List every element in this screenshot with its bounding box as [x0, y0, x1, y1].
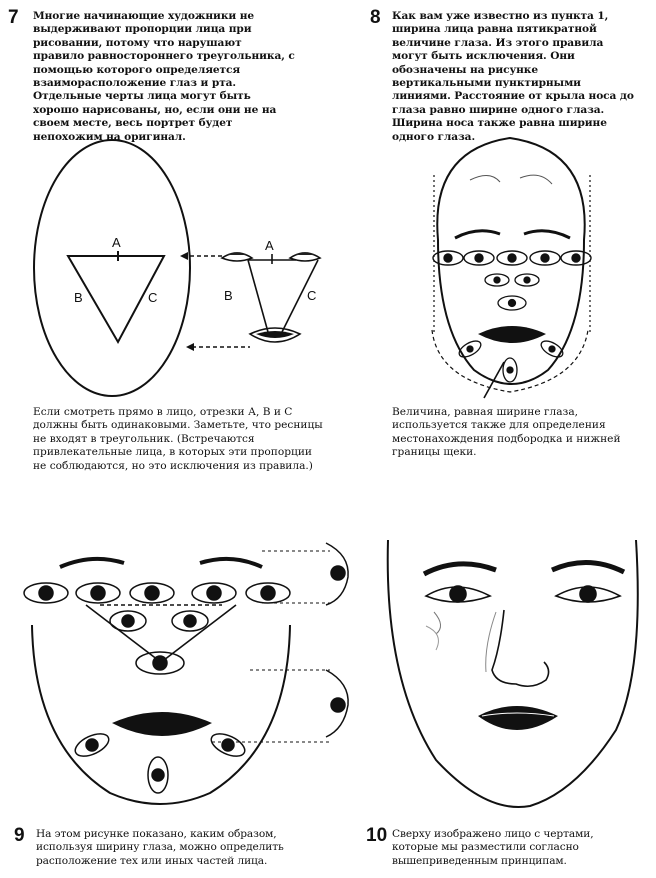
mouth-8	[478, 326, 546, 343]
eyebrow-left-10	[424, 564, 496, 574]
eye-row-9	[24, 583, 290, 674]
svg-text:B: B	[224, 288, 233, 303]
step-9-number: 9	[14, 825, 25, 846]
step-7-number: 7	[8, 7, 19, 28]
eye-row	[433, 251, 591, 265]
step-7-text: Многие начинающие художники не выдерживают пропорции лица при рисовании, потому что нарушают правило равностороннего треугольника, с помощью которого определяется взаиморасположение глаз и рта. Отдельные черты лица могут быть хорошо нарисованы, но, если они не на своем месте, весь портрет будет непохожим на оригинал.	[33, 10, 295, 143]
step-9-text: На этом рисунке показано, каким образом, используя ширину глаза, можно определить расположение тех или иных частей лица.	[36, 828, 284, 867]
mouth-9	[112, 712, 212, 736]
mouth-10	[478, 706, 558, 730]
step-8-text: Как вам уже известно из пункта 1, ширина лица равна пятикратной величине глаза. Из этого правила могут быть исключения. Они обозначены на рисунке вертикальными пунктирными линиями. Расстояние от крыла носа до глаза равно ширине одного глаза. Ширина носа также равна ширине одного глаза.	[392, 10, 634, 143]
label-c: C	[148, 290, 158, 305]
svg-text:C: C	[307, 288, 317, 303]
eyebrow-right-10	[552, 562, 624, 572]
step-8-caption: Величина, равная ширине глаза, используется также для определения местонахождения подбородка и нижней границы щеки.	[392, 406, 621, 459]
step-10-text: Сверху изображено лицо с чертами, которые мы разместили согласно вышеприведенным принципам.	[392, 828, 594, 867]
step-10-illustration	[366, 530, 656, 820]
label-b: B	[74, 290, 83, 305]
step-10-number: 10	[366, 825, 388, 846]
step-7-caption: Если смотреть прямо в лицо, отрезки А, В и С должны быть одинаковыми. Заметьте, что ресницы не входят в треугольник. (Встречаются привлекательные лица, в которых эти пропорции не соблюдаются, но это исключения из правила.)	[33, 406, 323, 472]
eyes-10	[426, 586, 620, 602]
face-outline-10	[388, 540, 638, 807]
step-9-illustration	[0, 525, 370, 825]
eyebrow-right	[524, 231, 570, 238]
label-a: A	[112, 235, 121, 250]
step-8-illustration	[0, 0, 656, 400]
svg-text:A: A	[265, 238, 274, 253]
eyebrow-left	[455, 231, 500, 238]
nose-10	[492, 610, 549, 686]
step-8-number: 8	[370, 7, 381, 28]
